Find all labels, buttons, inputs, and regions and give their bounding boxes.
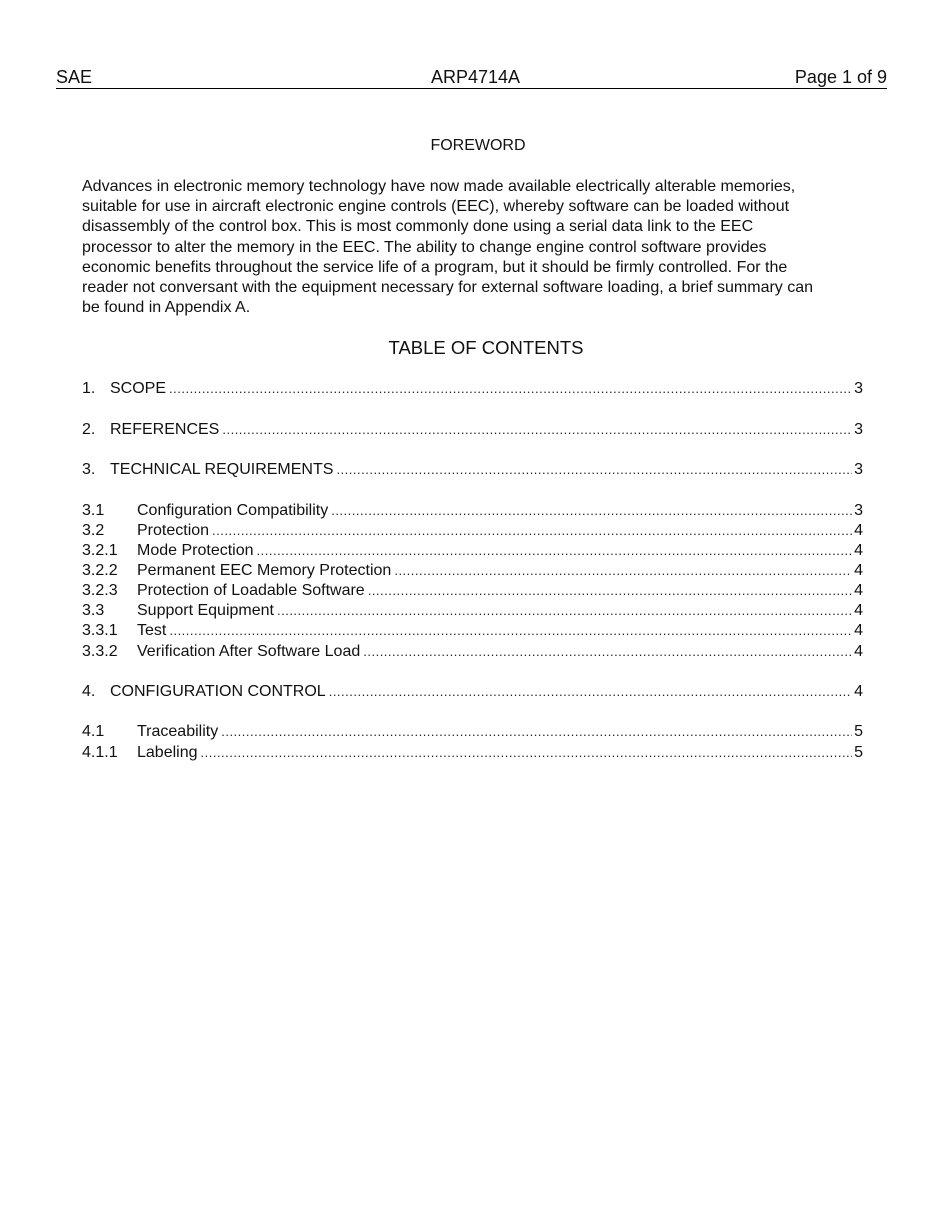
toc-entry-number: 3.3.2 bbox=[82, 643, 118, 660]
toc-entry[interactable] bbox=[82, 601, 863, 621]
toc-entry-page: 5 bbox=[854, 723, 863, 740]
toc-entry-number: 4.1.1 bbox=[82, 744, 118, 761]
foreword-line: disassembly of the control box. This is most commonly done using a serial data link to the EEC bbox=[82, 218, 754, 236]
toc-entry-title: REFERENCES bbox=[110, 421, 220, 438]
toc-entry-title: Traceability bbox=[137, 723, 219, 740]
toc-entry-title: SCOPE bbox=[110, 380, 167, 397]
toc-leader-dots bbox=[331, 501, 852, 521]
toc-entry[interactable] bbox=[82, 501, 863, 521]
toc-entry[interactable] bbox=[82, 581, 863, 601]
toc-leader-dots bbox=[222, 420, 852, 440]
toc-entry[interactable] bbox=[82, 521, 863, 541]
foreword-line: be found in Appendix A. bbox=[82, 299, 251, 317]
toc-entry-title: Labeling bbox=[137, 744, 198, 761]
toc-entry-title: Support Equipment bbox=[137, 602, 274, 619]
toc-entry-number: 3.2.2 bbox=[82, 562, 118, 579]
toc-entry-page: 4 bbox=[854, 683, 863, 700]
toc-entry-number: 4. bbox=[82, 683, 96, 700]
toc-entry-number: 2. bbox=[82, 421, 96, 438]
toc-leader-dots bbox=[169, 621, 852, 641]
toc-entry-number: 3.3.1 bbox=[82, 622, 118, 639]
toc-entry[interactable] bbox=[82, 561, 863, 581]
header-doc-number: ARP4714A bbox=[431, 67, 521, 87]
toc-entry-title: Permanent EEC Memory Protection bbox=[137, 562, 392, 579]
foreword-line: economic benefits throughout the service life of a program, but it should be firmly controlled. For the bbox=[82, 258, 788, 276]
toc-entry-number: 3.2.3 bbox=[82, 582, 118, 599]
toc-entry-page: 4 bbox=[854, 643, 863, 660]
toc-leader-dots bbox=[221, 722, 852, 742]
toc-entry-title: Protection bbox=[137, 522, 210, 539]
toc-leader-dots bbox=[363, 642, 852, 662]
header-org: SAE bbox=[56, 67, 93, 87]
page-header bbox=[56, 66, 887, 89]
toc-leader-dots bbox=[201, 743, 853, 763]
foreword-line: suitable for use in aircraft electronic engine controls (EEC), whereby software can be loaded without bbox=[82, 198, 790, 216]
toc-leader-dots bbox=[329, 682, 852, 702]
toc-entry[interactable] bbox=[82, 460, 863, 480]
toc-leader-dots bbox=[212, 521, 852, 541]
toc-entry-page: 4 bbox=[854, 562, 863, 579]
foreword-line: reader not conversant with the equipment necessary for external software loading, a brief summary can bbox=[82, 279, 814, 297]
toc-entry-number: 3.2 bbox=[82, 522, 105, 539]
toc-heading: TABLE OF CONTENTS bbox=[388, 337, 584, 358]
toc-entry-title: TECHNICAL REQUIREMENTS bbox=[110, 461, 334, 478]
toc-leader-dots bbox=[368, 581, 852, 601]
toc-entry-page: 4 bbox=[854, 522, 863, 539]
toc-entry-number: 3.2.1 bbox=[82, 542, 118, 559]
toc-entry-title: Protection of Loadable Software bbox=[137, 582, 365, 599]
toc-entry-page: 3 bbox=[854, 380, 863, 397]
toc-entry[interactable] bbox=[82, 743, 863, 763]
toc-entry[interactable] bbox=[82, 682, 863, 702]
foreword-line: processor to alter the memory in the EEC. The ability to change engine control software provides bbox=[82, 238, 767, 256]
toc-entry-page: 4 bbox=[854, 602, 863, 619]
toc-leader-dots bbox=[394, 561, 852, 581]
toc-leader-dots bbox=[169, 379, 852, 399]
toc-entry[interactable] bbox=[82, 621, 863, 641]
toc-leader-dots bbox=[277, 601, 852, 621]
toc-entry-title: Mode Protection bbox=[137, 542, 254, 559]
toc-entry-page: 5 bbox=[854, 744, 863, 761]
toc-entry-page: 4 bbox=[854, 542, 863, 559]
toc-entry[interactable] bbox=[82, 642, 863, 662]
toc-entry-number: 4.1 bbox=[82, 723, 105, 740]
toc-entry-number: 3.3 bbox=[82, 602, 105, 619]
toc-leader-dots bbox=[257, 541, 853, 561]
toc-leader-dots bbox=[336, 460, 852, 480]
foreword-line: Advances in electronic memory technology have now made available electrically alterable memories, bbox=[82, 178, 796, 195]
toc-entry-page: 3 bbox=[854, 502, 863, 519]
toc-entry-number: 3. bbox=[82, 461, 96, 478]
toc-entry[interactable] bbox=[82, 420, 863, 440]
toc-entry-page: 4 bbox=[854, 622, 863, 639]
toc-entry-number: 3.1 bbox=[82, 502, 105, 519]
toc-entry[interactable] bbox=[82, 722, 863, 742]
toc-entry-page: 3 bbox=[854, 461, 863, 478]
toc-entry-title: Configuration Compatibility bbox=[137, 502, 329, 519]
toc-entry[interactable] bbox=[82, 379, 863, 399]
toc-entry[interactable] bbox=[82, 541, 863, 561]
toc-entry-page: 4 bbox=[854, 582, 863, 599]
foreword-heading: FOREWORD bbox=[430, 137, 526, 154]
toc-entry-title: CONFIGURATION CONTROL bbox=[110, 683, 326, 700]
toc-entry-title: Verification After Software Load bbox=[137, 643, 361, 660]
toc-entry-page: 3 bbox=[854, 421, 863, 438]
header-page-number: Page 1 of 9 bbox=[794, 67, 887, 87]
foreword-paragraph bbox=[82, 177, 872, 318]
toc-entry-title: Test bbox=[137, 622, 167, 639]
toc-entry-number: 1. bbox=[82, 380, 96, 397]
